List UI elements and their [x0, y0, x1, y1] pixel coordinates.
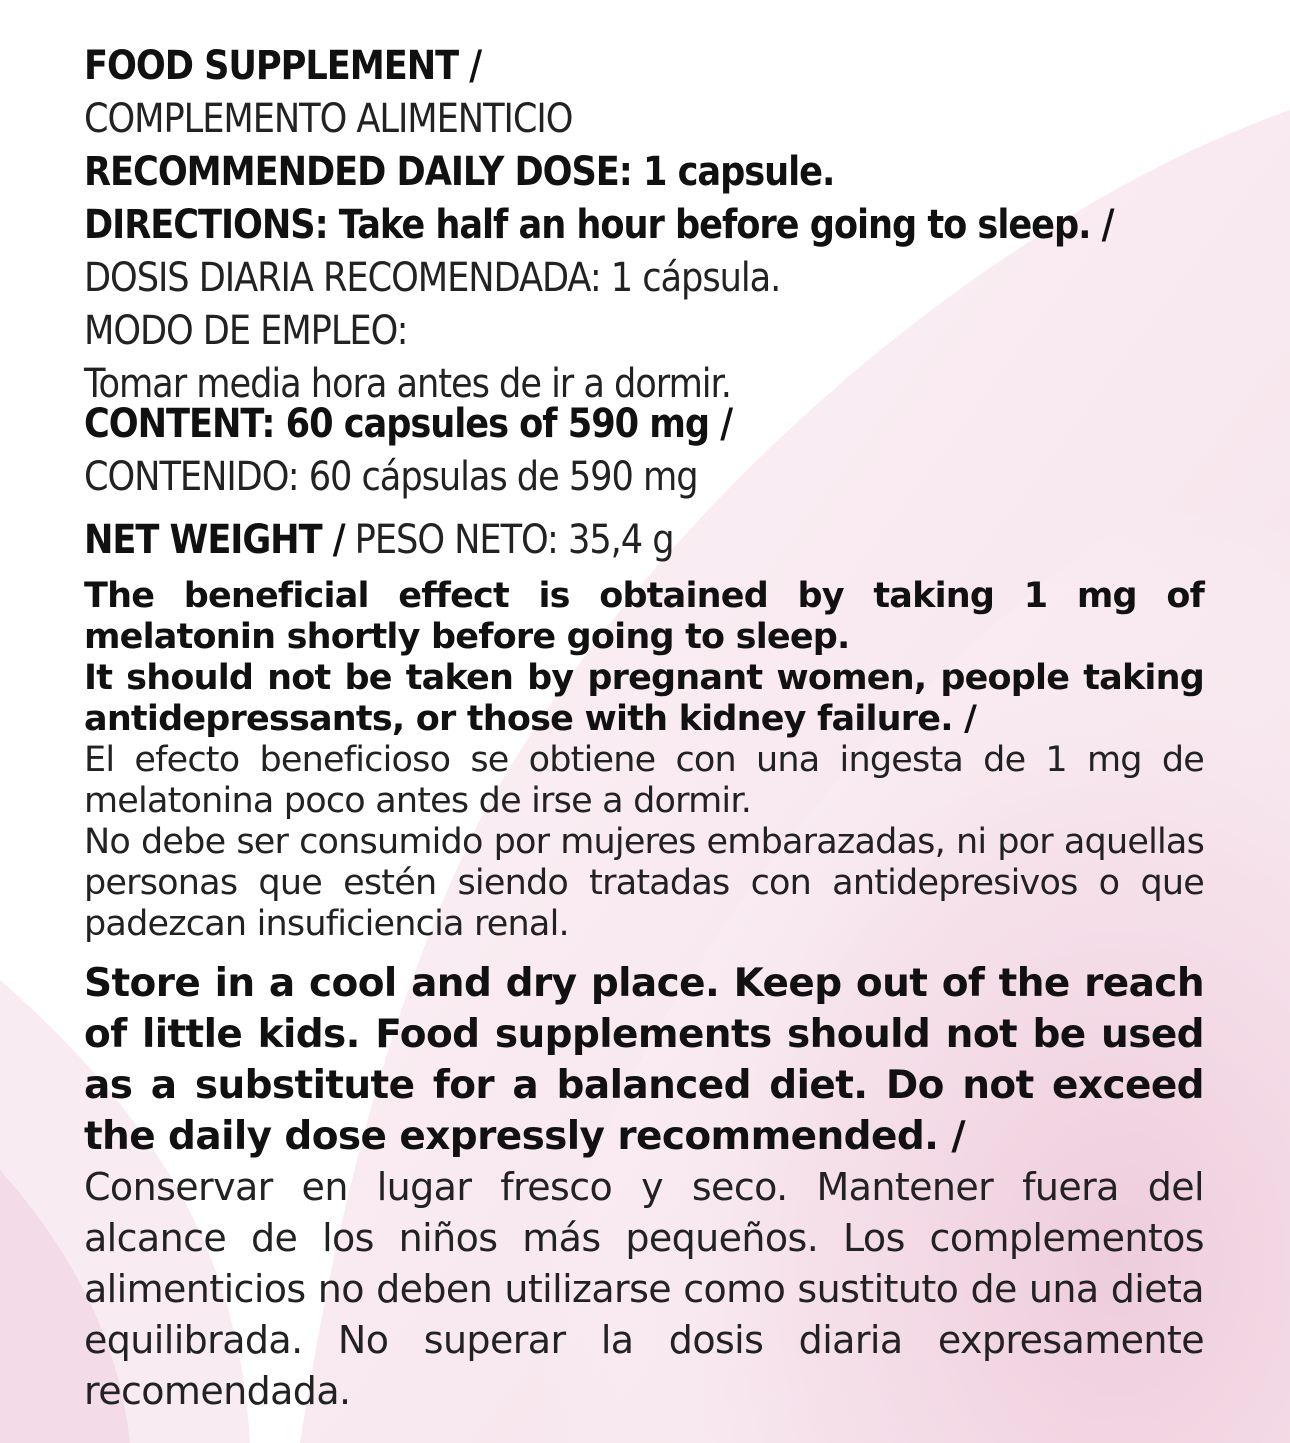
- net-weight-label: NET WEIGHT /: [84, 517, 345, 563]
- content-info: CONTENT: 60 capsules of 590 mg /: [84, 401, 733, 447]
- storage-text: Store in a cool and dry place. Keep out of the reach of little kids. Food supplements should not be used as a substitute for a balanced diet. Do not exceed the daily dose expressly recommended. /: [84, 961, 1204, 1159]
- storage-text-es: Conservar en lugar fresco y seco. Mantener fuera del alcance de los niños más pequeños. Los complementos alimenticios no deben utilizarse como sustituto de una dieta equilibrada. No superar la dosis diaria expresamente recomendada.: [84, 1165, 1204, 1413]
- food-supplement-title-es: COMPLEMENTO ALIMENTICIO: [84, 96, 573, 142]
- beneficial-effect-text: The beneficial effect is obtained by taking 1 mg of melatonin shortly before going to sleep.: [84, 576, 1204, 657]
- melatonin-warning-block: [84, 576, 1204, 945]
- directions-es: Tomar media hora antes de ir a dormir.: [84, 361, 731, 407]
- net-weight-block: [84, 514, 1204, 567]
- content-info-es: CONTENIDO: 60 cápsulas de 590 mg: [84, 454, 698, 500]
- caution-text: It should not be taken by pregnant women, people taking antidepressants, or those with kidney failure. /: [84, 658, 1204, 739]
- directions-title-es: MODO DE EMPLEO:: [84, 308, 408, 354]
- storage-block: [84, 958, 1204, 1417]
- recommended-dose-es: DOSIS DIARIA RECOMENDADA: 1 cápsula.: [84, 255, 781, 301]
- net-weight-value-es: PESO NETO: 35,4 g: [354, 517, 674, 563]
- beneficial-effect-text-es: El efecto beneficioso se obtiene con una ingesta de 1 mg de melatonina poco antes de irse a dormir.: [84, 740, 1204, 821]
- directions: DIRECTIONS: Take half an hour before going to sleep. /: [84, 202, 1114, 248]
- recommended-dose: RECOMMENDED DAILY DOSE: 1 capsule.: [84, 149, 835, 195]
- content-block: [84, 398, 1204, 504]
- supplement-info-block: [84, 40, 1204, 411]
- net-weight-line: [84, 514, 674, 567]
- food-supplement-title: FOOD SUPPLEMENT /: [84, 43, 482, 89]
- caution-text-es: No debe ser consumido por mujeres embarazadas, ni por aquellas personas que estén siendo tratadas con antidepresivos o que padezcan insuficiencia renal.: [84, 822, 1204, 944]
